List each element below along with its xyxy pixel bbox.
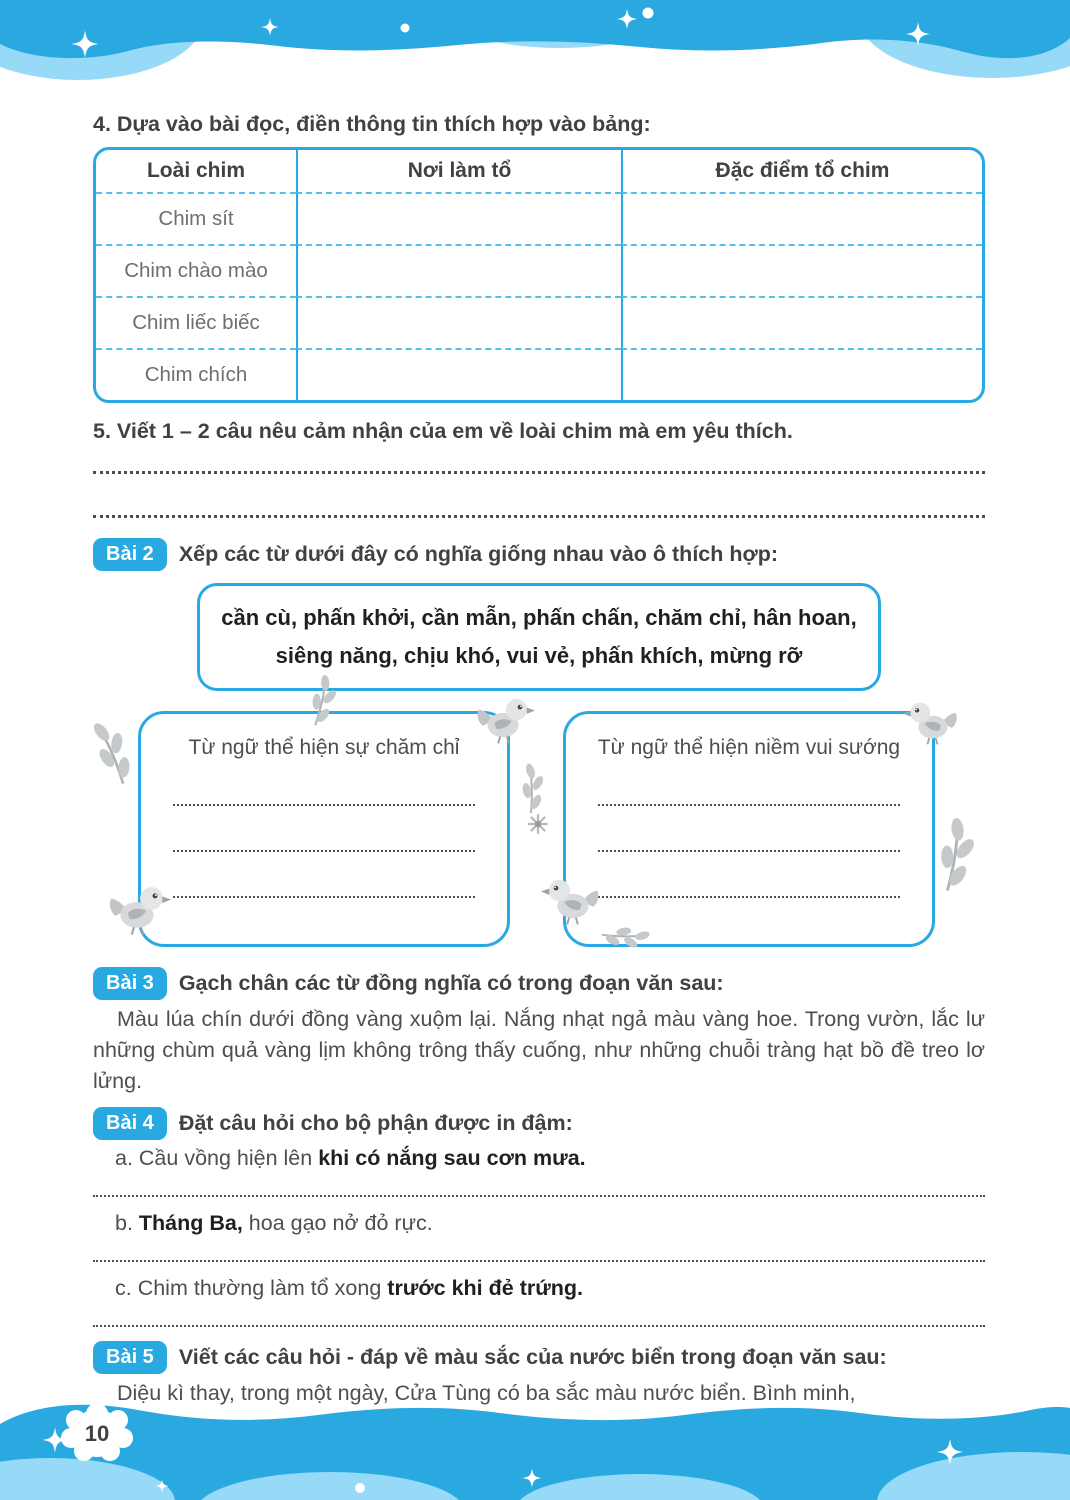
bai5-badge: Bài 5 — [93, 1341, 167, 1374]
bai2-heading — [93, 538, 985, 571]
answer-line — [173, 790, 475, 806]
answer-line — [173, 882, 475, 898]
table-header-nest-traits: Đặc điểm tổ chim — [621, 150, 982, 192]
answer-cell — [621, 348, 982, 400]
page-number: 10 — [84, 1421, 110, 1446]
bai4-heading — [93, 1107, 985, 1140]
box-joy-title: Từ ngữ thể hiện niềm vui sướng — [597, 735, 901, 759]
item-c-text: c. Chim thường làm tổ xong — [115, 1275, 388, 1300]
bai4-item-a — [93, 1146, 985, 1171]
top-cloud-banner — [0, 0, 1070, 96]
bai4-item-b — [93, 1211, 985, 1236]
item-a-bold-part: khi có nắng sau cơn mưa. — [318, 1145, 586, 1170]
bai4-title: Đặt câu hỏi cho bộ phận được in đậm: — [178, 1110, 573, 1135]
bai5-title: Viết các câu hỏi - đáp về màu sắc của nước biển trong đoạn văn sau: — [178, 1344, 887, 1369]
answer-cell — [621, 244, 982, 296]
item-b-bold-part: Tháng Ba, — [138, 1210, 243, 1235]
exercise4-table — [93, 147, 985, 403]
bai3-heading — [93, 967, 985, 1000]
item-c-bold-part: trước khi đẻ trứng. — [387, 1275, 584, 1300]
answer-line — [93, 450, 985, 474]
bai4-item-c — [93, 1276, 985, 1301]
cloud-decoration — [0, 0, 1070, 80]
bai2-title: Xếp các từ dưới đây có nghĩa giống nhau vào ô thích hợp: — [178, 542, 779, 566]
table-header-nest-place: Nơi làm tổ — [296, 150, 621, 192]
flower-icon — [527, 813, 549, 835]
bai5-paragraph: Diệu kì thay, trong một ngày, Cửa Tùng có ba sắc màu nước biển. Bình minh, — [117, 1380, 856, 1405]
bird-icon — [105, 883, 171, 937]
answer-cell — [296, 296, 621, 348]
answer-cell — [296, 192, 621, 244]
answer-cell — [621, 296, 982, 348]
answer-cell — [296, 244, 621, 296]
bai3-paragraph: Màu lúa chín dưới đồng vàng xuộm lại. Nắng nhạt ngả màu vàng hoe. Trong vườn, lắc lư những chùm quả vàng lịm không trông thấy cuống, như những chuỗi tràng hạt bồ đề treo lơ lửng. — [93, 1006, 985, 1093]
box-diligence-title: Từ ngữ thể hiện sự chăm chỉ — [188, 735, 460, 759]
item-b-tail: hoa gạo nở đỏ rực. — [242, 1210, 433, 1235]
bai5-heading — [93, 1341, 985, 1374]
bai2-badge: Bài 2 — [93, 538, 167, 571]
leaf-icon — [89, 711, 141, 790]
box-joy-words — [563, 711, 935, 947]
exercise5-title: 5. Viết 1 – 2 câu nêu cảm nhận của em về loài chim mà em yêu thích. — [93, 419, 793, 443]
answer-line — [93, 1242, 985, 1262]
bird-icon — [903, 699, 961, 746]
word-bank-line1: cần cù, phấn khởi, cần mẫn, phấn chấn, chăm chỉ, hân hoan, — [221, 605, 857, 630]
item-a-text: a. Cầu vồng hiện lên — [115, 1145, 319, 1170]
table-row-label: Chim sít — [96, 192, 296, 244]
box-diligence-words — [138, 711, 510, 947]
sorting-boxes — [93, 711, 985, 951]
bird-icon — [473, 695, 535, 745]
answer-line — [598, 836, 900, 852]
leaf-icon — [517, 759, 551, 816]
answer-line — [93, 1177, 985, 1197]
answer-line — [598, 790, 900, 806]
bottom-cloud-banner — [0, 1390, 1070, 1500]
item-b-text: b. — [115, 1210, 139, 1235]
word-bank-box — [197, 583, 881, 691]
answer-cell — [621, 192, 982, 244]
table-row-label: Chim chào mào — [96, 244, 296, 296]
answer-cell — [296, 348, 621, 400]
bai3-title: Gạch chân các từ đồng nghĩa có trong đoạn văn sau: — [178, 970, 724, 995]
table-row-label: Chim liếc biếc — [96, 296, 296, 348]
answer-line — [93, 494, 985, 518]
exercise4-title: 4. Dựa vào bài đọc, điền thông tin thích hợp vào bảng: — [93, 112, 651, 136]
answer-line — [93, 1307, 985, 1327]
bird-icon — [541, 876, 603, 926]
bai4-badge: Bài 4 — [93, 1107, 167, 1140]
word-bank-line2: siêng năng, chịu khó, vui vẻ, phấn khích, mừng rỡ — [275, 642, 803, 668]
table-header-species: Loài chim — [146, 159, 246, 182]
table-row-label: Chim chích — [96, 348, 296, 400]
answer-line — [173, 836, 475, 852]
bai3-badge: Bài 3 — [93, 967, 167, 1000]
answer-line — [598, 882, 900, 898]
leaf-icon — [928, 810, 991, 898]
